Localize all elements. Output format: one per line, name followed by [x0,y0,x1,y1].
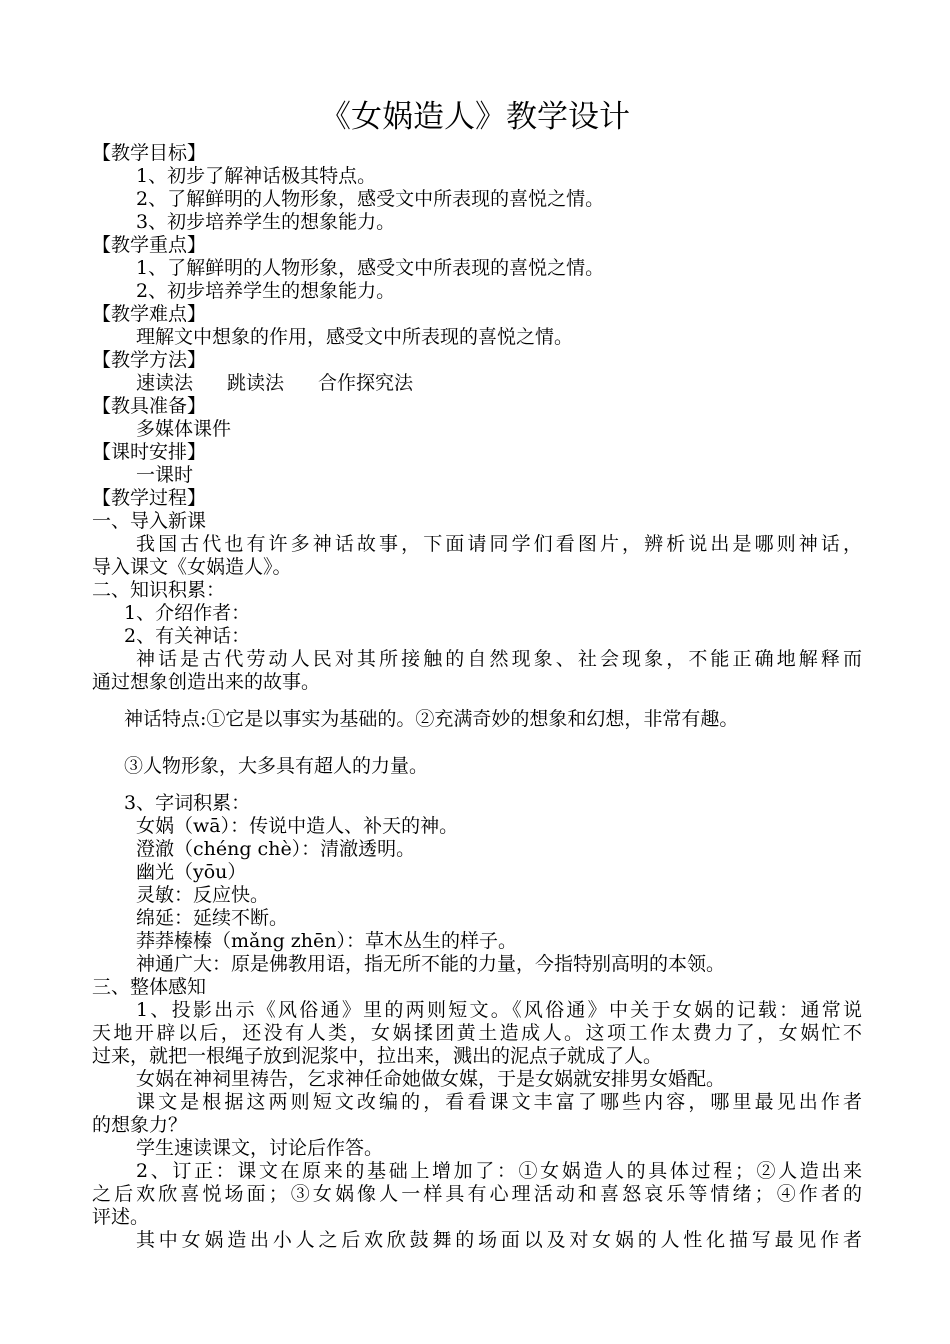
paragraph-line: 导入课文《女娲造人》。 [92,556,292,578]
section-heading-method: 【教学方法】 [92,349,207,371]
method-item: 合作探究法 [318,372,414,394]
paragraph-line: 1、投影出示《风俗通》里的两则短文。《风俗通》中关于女娲的记载：通常说 [136,999,862,1021]
method-item: 速读法 [136,372,194,394]
method-item: 跳读法 [227,372,285,394]
section-heading-process: 【教学过程】 [92,487,207,509]
method-list [136,372,906,395]
document-title: 《女娲造人》教学设计 [320,99,630,135]
paragraph-line: 通过想象创造出来的故事。 [92,671,321,693]
paragraph-line: 女娲在神祠里祷告，乞求神任命她做女媒，于是女娲就安排男女婚配。 [136,1068,726,1090]
paragraph-line: 的想象力？ [92,1114,188,1136]
word-entry: 女娲（wā）：传说中造人、补天的神。 [136,815,459,837]
myth-features-line: 神话特点:①它是以事实为基础的。②充满奇妙的想象和幻想，非常有趣。 [124,708,739,730]
paragraph-line: 2、订正：课文在原来的基础上增加了：①女娲造人的具体过程；②人造出来 [136,1160,862,1182]
paragraph-line: 神话是古代劳动人民对其所接触的自然现象、社会现象，不能正确地解释而 [136,648,862,670]
word-entry: 神通广大：原是佛教用语，指无所不能的力量，今指特别高明的本领。 [136,953,726,975]
time-text: 一课时 [136,464,194,486]
paragraph-line: 课文是根据这两则短文改编的，看看课文丰富了哪些内容，哪里最见出作者 [136,1091,862,1113]
word-entry: 灵敏：反应快。 [136,884,270,906]
section-heading-time: 【课时安排】 [92,441,207,463]
goal-item: 3、初步培养学生的想象能力。 [136,211,396,233]
key-item: 1、了解鲜明的人物形象，感受文中所表现的喜悦之情。 [136,257,605,279]
word-entry: 澄澈（chéng chè）：清澈透明。 [136,838,416,860]
subheading: 3、字词积累： [124,792,251,814]
paragraph-line: 我国古代也有许多神话故事，下面请同学们看图片，辨析说出是哪则神话， [136,533,862,555]
process-heading-2: 二、知识积累： [92,579,226,601]
subheading: 1、介绍作者： [124,602,251,624]
paragraph-line: 天地开辟以后，还没有人类，女娲揉团黄土造成人。这项工作太费力了，女娲忙不 [92,1022,862,1044]
section-heading-key: 【教学重点】 [92,234,207,256]
paragraph-line: 其中女娲造出小人之后欢欣鼓舞的场面以及对女娲的人性化描写最见作者 [136,1229,862,1251]
key-item: 2、初步培养学生的想象能力。 [136,280,396,302]
tools-text: 多媒体课件 [136,418,232,440]
paragraph-line: 评述。 [92,1206,150,1228]
difficulty-text: 理解文中想象的作用，感受文中所表现的喜悦之情。 [136,326,574,348]
subheading: 2、有关神话： [124,625,251,647]
process-heading-1: 一、导入新课 [92,510,207,532]
goal-item: 1、初步了解神话极其特点。 [136,165,377,187]
word-entry: 莽莽榛榛（mǎng zhēn）：草木丛生的样子。 [136,930,518,952]
word-entry: 幽光（yōu） [136,861,247,883]
section-heading-tools: 【教具准备】 [92,395,207,417]
goal-item: 2、了解鲜明的人物形象，感受文中所表现的喜悦之情。 [136,188,605,210]
paragraph-line: 学生速读课文，讨论后作答。 [136,1137,384,1159]
process-heading-3: 三、整体感知 [92,976,207,998]
word-entry: 绵延：延续不断。 [136,907,289,929]
myth-features-line: ③人物形象，大多具有超人的力量。 [124,755,429,777]
section-heading-goals: 【教学目标】 [92,142,207,164]
paragraph-line: 过来，就把一根绳子放到泥浆中，拉出来，溅出的泥点子就成了人。 [92,1045,663,1067]
section-heading-difficulty: 【教学难点】 [92,303,207,325]
paragraph-line: 之后欢欣喜悦场面；③女娲像人一样具有心理活动和喜怒哀乐等情绪；④作者的 [92,1183,862,1205]
